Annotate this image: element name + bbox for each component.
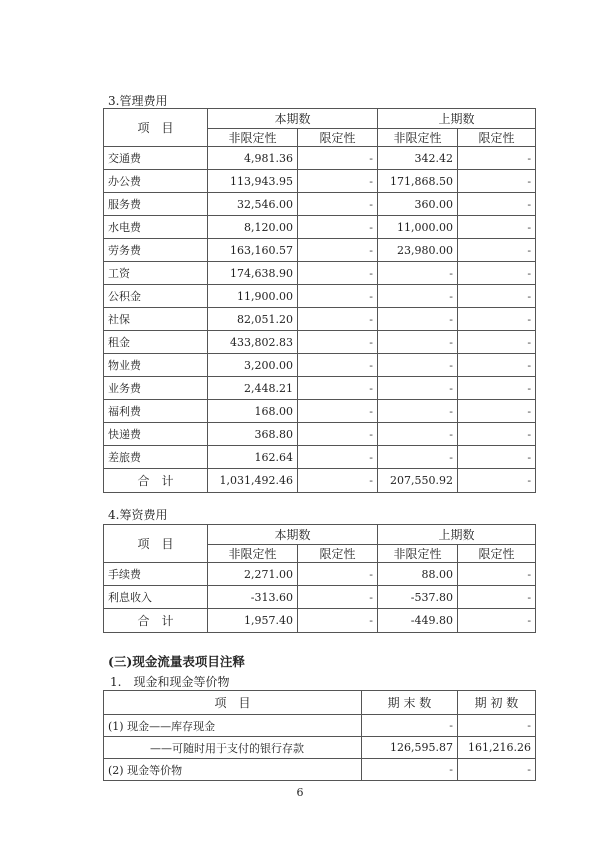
header-item: 项 目 <box>104 109 208 147</box>
table-row <box>104 563 536 586</box>
header-prior-period: 上期数 <box>378 109 536 129</box>
cur-nr: 162.64 <box>208 446 298 469</box>
cur-nr: 4,981.36 <box>208 147 298 170</box>
header-period-begin: 期 初 数 <box>458 691 536 715</box>
header-pri-nonrestricted: 非限定性 <box>378 129 458 147</box>
pri-nr: - <box>378 285 458 308</box>
page-number: 6 <box>296 786 304 799</box>
pri-r: - <box>458 216 536 239</box>
cur-r: - <box>298 377 378 400</box>
header-current-period: 本期数 <box>208 525 378 545</box>
row-name: 业务费 <box>104 377 208 400</box>
row-name: 交通费 <box>104 147 208 170</box>
table-row <box>104 377 536 400</box>
cur-r: - <box>298 354 378 377</box>
cur-nr: -313.60 <box>208 586 298 609</box>
admin-expense-table <box>103 108 536 493</box>
cur-r: - <box>298 446 378 469</box>
total-pri-r: - <box>458 469 536 493</box>
cur-nr: 174,638.90 <box>208 262 298 285</box>
total-label: 合 计 <box>104 609 208 633</box>
table-row <box>104 737 536 759</box>
row-name: 服务费 <box>104 193 208 216</box>
cur-r: - <box>298 423 378 446</box>
cur-r: - <box>298 586 378 609</box>
period-end: 126,595.87 <box>362 737 458 759</box>
pri-r: - <box>458 563 536 586</box>
header-pri-restricted: 限定性 <box>458 129 536 147</box>
pri-nr: - <box>378 446 458 469</box>
table-row <box>104 586 536 609</box>
cur-nr: 163,160.57 <box>208 239 298 262</box>
row-name: 福利费 <box>104 400 208 423</box>
cur-nr: 8,120.00 <box>208 216 298 239</box>
total-cur-r: - <box>298 469 378 493</box>
row-name: 水电费 <box>104 216 208 239</box>
cashflow-sub-caption: 1. 现金和现金等价物 <box>110 675 230 689</box>
pri-nr: - <box>378 400 458 423</box>
pri-r: - <box>458 262 536 285</box>
pri-nr: - <box>378 377 458 400</box>
row-name: 利息收入 <box>104 586 208 609</box>
cur-r: - <box>298 262 378 285</box>
row-name: 劳务费 <box>104 239 208 262</box>
total-row <box>104 609 536 633</box>
total-cur-nr: 1,031,492.46 <box>208 469 298 493</box>
cur-r: - <box>298 147 378 170</box>
header-prior-period: 上期数 <box>378 525 536 545</box>
row-name: 手续费 <box>104 563 208 586</box>
pri-nr: 171,868.50 <box>378 170 458 193</box>
table-row <box>104 423 536 446</box>
pri-r: - <box>458 308 536 331</box>
table-row <box>104 308 536 331</box>
table-row <box>104 216 536 239</box>
pri-nr: 88.00 <box>378 563 458 586</box>
period-end: - <box>362 759 458 781</box>
table-row <box>104 446 536 469</box>
admin-caption: 3.管理费用 <box>108 94 168 108</box>
pri-r: - <box>458 170 536 193</box>
pri-nr: - <box>378 354 458 377</box>
table-row <box>104 262 536 285</box>
pri-r: - <box>458 285 536 308</box>
pri-nr: 11,000.00 <box>378 216 458 239</box>
pri-nr: - <box>378 331 458 354</box>
total-cur-nr: 1,957.40 <box>208 609 298 633</box>
row-name: 租金 <box>104 331 208 354</box>
header-current-period: 本期数 <box>208 109 378 129</box>
header-cur-restricted: 限定性 <box>298 545 378 563</box>
table-row <box>104 759 536 781</box>
header-cur-nonrestricted: 非限定性 <box>208 545 298 563</box>
cur-nr: 3,200.00 <box>208 354 298 377</box>
header-pri-nonrestricted: 非限定性 <box>378 545 458 563</box>
row-name: (1) 现金——库存现金 <box>104 715 362 737</box>
pri-nr: - <box>378 308 458 331</box>
row-name: 社保 <box>104 308 208 331</box>
row-name: 差旅费 <box>104 446 208 469</box>
row-name: 公积金 <box>104 285 208 308</box>
table-row <box>104 239 536 262</box>
pri-nr: - <box>378 262 458 285</box>
row-name: (2) 现金等价物 <box>104 759 362 781</box>
pri-nr: 360.00 <box>378 193 458 216</box>
table-row <box>104 354 536 377</box>
table-row <box>104 331 536 354</box>
pri-r: - <box>458 147 536 170</box>
cur-r: - <box>298 331 378 354</box>
header-item: 项 目 <box>104 691 362 715</box>
table-row <box>104 715 536 737</box>
header-cur-restricted: 限定性 <box>298 129 378 147</box>
cur-r: - <box>298 308 378 331</box>
table-row <box>104 400 536 423</box>
cur-nr: 82,051.20 <box>208 308 298 331</box>
finance-caption: 4.筹资费用 <box>108 508 168 522</box>
total-pri-nr: -449.80 <box>378 609 458 633</box>
pri-r: - <box>458 377 536 400</box>
pri-r: - <box>458 423 536 446</box>
cur-r: - <box>298 170 378 193</box>
row-name: 物业费 <box>104 354 208 377</box>
pri-nr: -537.80 <box>378 586 458 609</box>
table-row <box>104 147 536 170</box>
header-pri-restricted: 限定性 <box>458 545 536 563</box>
row-name: 快递费 <box>104 423 208 446</box>
cur-r: - <box>298 563 378 586</box>
period-begin: - <box>458 715 536 737</box>
cash-equivalents-table <box>103 690 536 781</box>
cur-nr: 2,271.00 <box>208 563 298 586</box>
cur-nr: 368.80 <box>208 423 298 446</box>
total-cur-r: - <box>298 609 378 633</box>
row-name: 办公费 <box>104 170 208 193</box>
total-row <box>104 469 536 493</box>
cur-nr: 11,900.00 <box>208 285 298 308</box>
row-name: 工资 <box>104 262 208 285</box>
cur-nr: 32,546.00 <box>208 193 298 216</box>
pri-r: - <box>458 400 536 423</box>
cur-r: - <box>298 400 378 423</box>
pri-nr: 342.42 <box>378 147 458 170</box>
table-row <box>104 170 536 193</box>
table-row <box>104 285 536 308</box>
cur-nr: 2,448.21 <box>208 377 298 400</box>
cur-r: - <box>298 239 378 262</box>
table-row <box>104 193 536 216</box>
total-pri-r: - <box>458 609 536 633</box>
cur-nr: 168.00 <box>208 400 298 423</box>
pri-r: - <box>458 331 536 354</box>
period-begin: - <box>458 759 536 781</box>
pri-r: - <box>458 354 536 377</box>
header-cur-nonrestricted: 非限定性 <box>208 129 298 147</box>
cur-r: - <box>298 216 378 239</box>
pri-r: - <box>458 239 536 262</box>
pri-r: - <box>458 446 536 469</box>
header-period-end: 期 末 数 <box>362 691 458 715</box>
pri-nr: - <box>378 423 458 446</box>
pri-r: - <box>458 193 536 216</box>
period-begin: 161,216.26 <box>458 737 536 759</box>
header-item: 项 目 <box>104 525 208 563</box>
cur-nr: 113,943.95 <box>208 170 298 193</box>
cur-nr: 433,802.83 <box>208 331 298 354</box>
pri-nr: 23,980.00 <box>378 239 458 262</box>
finance-expense-table <box>103 524 536 633</box>
cur-r: - <box>298 285 378 308</box>
total-label: 合 计 <box>104 469 208 493</box>
pri-r: - <box>458 586 536 609</box>
cur-r: - <box>298 193 378 216</box>
period-end: - <box>362 715 458 737</box>
row-name: ——可随时用于支付的银行存款 <box>104 737 362 759</box>
cashflow-section-title: (三)现金流量表项目注释 <box>108 654 245 669</box>
total-pri-nr: 207,550.92 <box>378 469 458 493</box>
